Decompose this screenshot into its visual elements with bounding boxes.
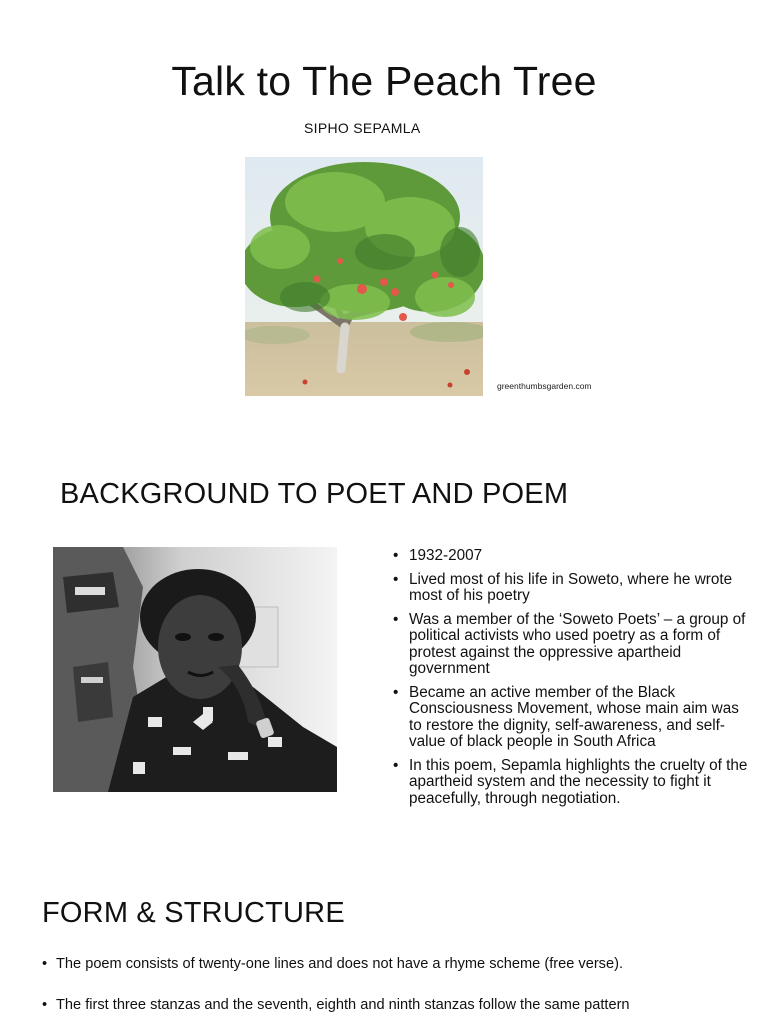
- list-item: [42, 996, 762, 1014]
- bullet-icon: •: [42, 956, 48, 972]
- bullet-text: The first three stanzas and the seventh, eighth and ninth stanzas follow the same pattern: [56, 997, 630, 1013]
- bullet-text: Lived most of his life in Soweto, where he wrote most of his poetry: [409, 570, 733, 604]
- poet-portrait-photo: [53, 547, 337, 792]
- bullet-icon: •: [393, 756, 399, 774]
- list-item: [42, 955, 762, 973]
- list-item: [393, 612, 753, 678]
- bullet-text: The poem consists of twenty-one lines and does not have a rhyme scheme (free verse).: [56, 956, 624, 972]
- bullet-text: Became an active member of the Black Consciousness Movement, whose main aim was to restore the dignity, self-awareness, and self-value of black people in South Africa: [409, 683, 739, 750]
- bullet-icon: •: [393, 547, 399, 564]
- list-item: [393, 758, 753, 808]
- bullet-icon: •: [42, 997, 48, 1013]
- bullet-icon: •: [393, 683, 399, 701]
- list-item: [393, 548, 753, 565]
- poet-name: SIPHO SEPAMLA: [304, 120, 421, 136]
- section-heading-background: BACKGROUND TO POET AND POEM: [60, 478, 569, 510]
- form-structure-bullet-list: [42, 955, 762, 1014]
- bullet-text: 1932-2007: [409, 547, 483, 564]
- background-bullet-list: [393, 548, 753, 814]
- list-item: [393, 572, 753, 605]
- bullet-text: Was a member of the ‘Soweto Poets’ – a group of political activists who used poetry as a form of protest against the oppressive apartheid government: [409, 610, 746, 677]
- list-item: [393, 685, 753, 751]
- peach-tree-photo: [245, 157, 483, 396]
- bullet-icon: •: [393, 610, 399, 628]
- bullet-text: In this poem, Sepamla highlights the cruelty of the apartheid system and the necessity to fight it peacefully, through negotiation.: [409, 756, 748, 807]
- bullet-icon: •: [393, 570, 399, 588]
- section-heading-form-structure: FORM & STRUCTURE: [42, 897, 345, 929]
- slide-title: Talk to The Peach Tree: [171, 58, 597, 104]
- image-credit: greenthumbsgarden.com: [497, 381, 592, 391]
